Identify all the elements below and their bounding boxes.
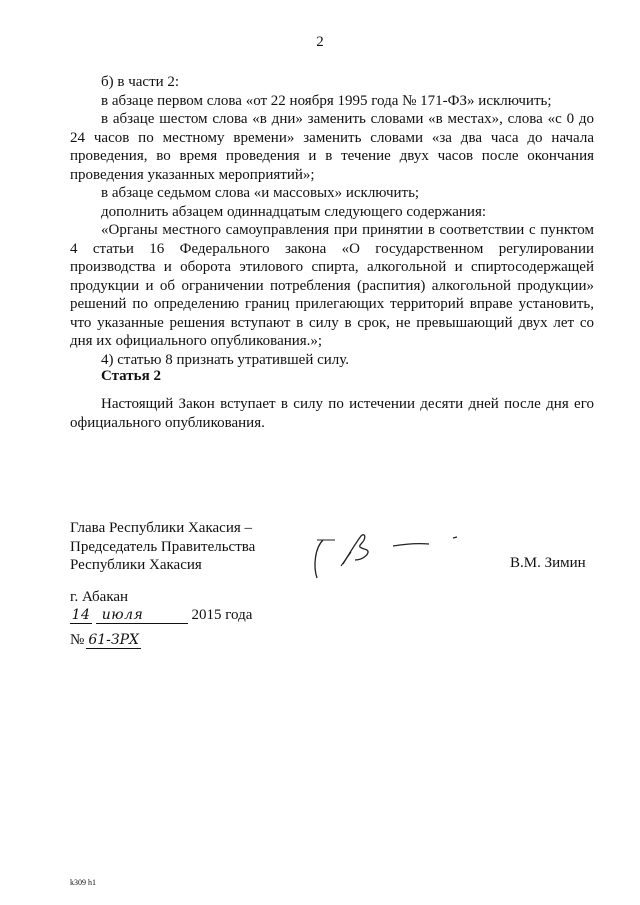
handwritten-signature [305, 526, 475, 586]
signing-date [70, 607, 252, 624]
signatory-title-line: Председатель Правительства [70, 538, 256, 555]
signatory-title [70, 519, 255, 575]
signatory-name: В.М. Зимин [510, 555, 586, 571]
amendment-paragraph: дополнить абзацем одиннадцатым следующего содержания: [101, 203, 487, 220]
footer-code: k309 h1 [70, 878, 96, 887]
amendment-paragraph: «Органы местного самоуправления при принятии в соответствии с пунктом 4 статьи 16 Федерального закона «О государственном регулировании производства и оборота этилового спирта, алкогольной и спиртосодержащей продукции и об ограничении потребления (распития) алкогольной продукции» решений по определению границ прилегающих территорий вправе установить, что указанные решения вступают в силу в срок, не превышающий двух лет со дня их официального опубликования.»; [70, 222, 594, 349]
amendment-paragraph: в абзаце седьмом слова «и массовых» исключить; [101, 185, 420, 201]
signatory-title-line: Глава Республики Хакасия – [70, 520, 253, 536]
article-2-text: Настоящий Закон вступает в силу по истечении десяти дней после дня его официального опубликования. [70, 396, 594, 431]
amendment-paragraph: 4) статью 8 признать утратившей силу. [101, 351, 350, 368]
date-day: 14 [71, 607, 91, 623]
amendment-paragraph: в абзаце шестом слова «в дни» заменить словами «в местах», слова «с 0 до 24 часов по местному времени» заменить словами «за два часа до начала проведения, во время проведения и в течение двух часов после окончания проведения указанных мероприятий»; [70, 111, 594, 183]
law-number-value: 61-ЗРХ [88, 632, 139, 648]
place-of-signing: г. Абакан [70, 589, 129, 605]
date-year: 2015 года [191, 607, 253, 623]
article-2-heading: Статья 2 [101, 368, 161, 384]
amendment-paragraph: б) в части 2: [101, 74, 180, 90]
signatory-title-line: Республики Хакасия [70, 557, 202, 573]
law-number [70, 632, 141, 649]
amendment-paragraph: в абзаце первом слова «от 22 ноября 1995 года № 171-ФЗ» исключить; [101, 92, 552, 109]
page-number: 2 [316, 34, 324, 50]
number-sign: № [70, 632, 85, 648]
date-month: июля [96, 607, 188, 624]
amendment-text [70, 73, 594, 369]
